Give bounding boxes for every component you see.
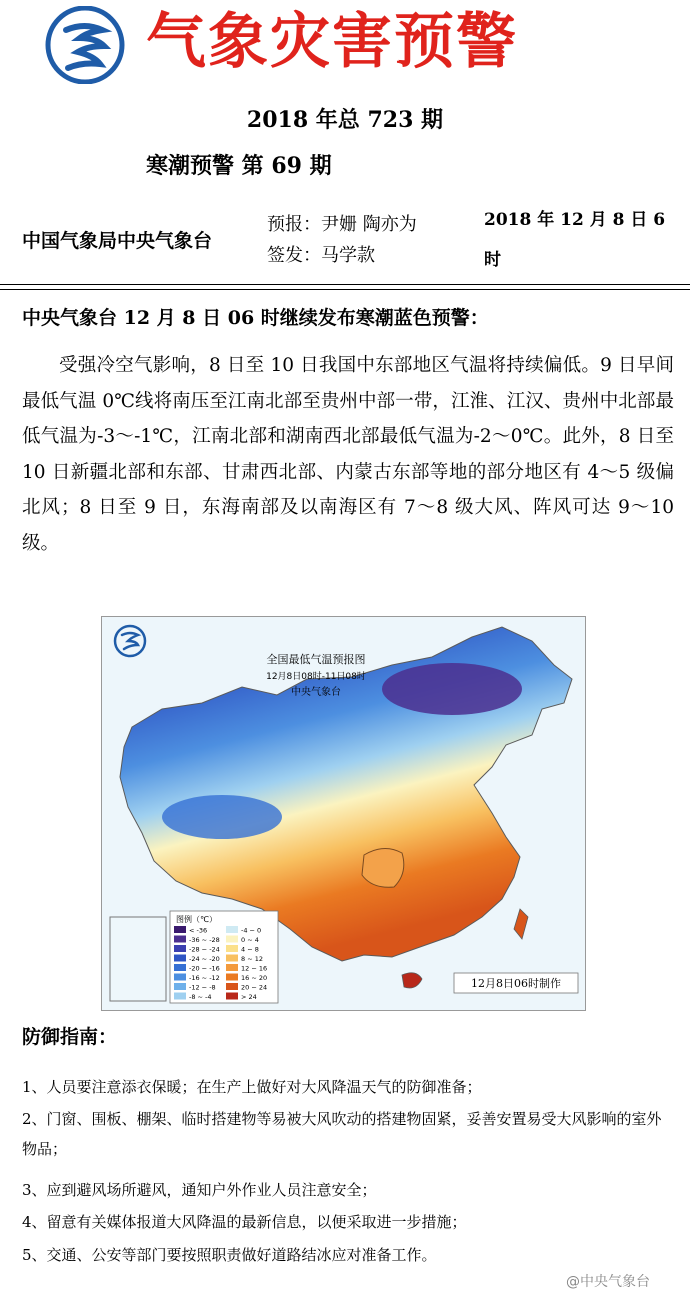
defense-item: 3、应到避风场所避风，通知户外作业人员注意安全； <box>22 1181 377 1199</box>
main-title: 气象灾害预警 <box>146 7 518 77</box>
legend-swatch <box>174 974 186 981</box>
legend-swatch <box>174 955 186 962</box>
cma-logo <box>44 6 126 84</box>
legend-label: 8 ~ 12 <box>241 955 263 963</box>
northern-cold-area <box>382 663 522 715</box>
defense-item: 4、留意有关媒体报道大风降温的最新信息，以便采取进一步措施； <box>22 1213 467 1231</box>
defense-item: 2、门窗、围板、棚架、临时搭建物等易被大风吹动的搭建物固紧，妥善安置易受大风影响的室外物品； <box>22 1110 662 1158</box>
legend-title: 图例（℃） <box>176 915 217 924</box>
legend-label: -12 ~ -8 <box>189 983 216 992</box>
agency-name: 中国气象局中央气象台 <box>22 230 213 252</box>
legend-label: 4 ~ 8 <box>241 945 259 954</box>
map-source: 中央气象台 <box>291 687 341 698</box>
warning-body: 受强冷空气影响，8 日至 10 日我国中东部地区气温将持续偏低。9 日早间最低气温 0℃线将南压至江南北部至贵州中部一带，江淮、江汉、贵州中北部最低气温为-3～-1℃，江南北部和湖南西北部最低气温为-2～0℃。此外，8 日至 10 日新疆北部和东部、甘肃西北部、内蒙古东部等地的部分地区有 4～5 级偏北风；8 日至 9 日，东海南部及以南海区有 7～8 级大风、阵风可达 9～10 级。 <box>22 355 674 554</box>
issue-datetime: 2018 年 12 月 8 日 6 时 <box>484 210 666 270</box>
legend-label: > 24 <box>241 993 257 1001</box>
issue-subtitle: 寒潮预警 第 69 期 <box>146 153 332 179</box>
legend-label: -36 ~ -28 <box>189 936 220 944</box>
legend-swatch <box>174 983 186 990</box>
warning-lead: 中央气象台 12 月 8 日 06 时继续发布寒潮蓝色预警： <box>22 307 489 329</box>
temperature-forecast-map <box>101 616 586 1011</box>
legend-swatch <box>226 926 238 933</box>
legend-label: < -36 <box>189 926 208 935</box>
forecaster-line: 预报：尹姗 陶亦为 <box>267 214 417 235</box>
legend-swatch <box>226 936 238 943</box>
legend-swatch <box>174 945 186 952</box>
legend-label: 20 ~ 24 <box>241 983 268 992</box>
legend-label: 12 ~ 16 <box>241 964 268 973</box>
legend-label: 16 ~ 20 <box>241 974 268 982</box>
legend-label: -24 ~ -20 <box>189 955 220 963</box>
legend-swatch <box>226 955 238 962</box>
legend-swatch <box>226 993 238 1000</box>
issuer-line: 签发：马学款 <box>267 245 375 266</box>
map-stamp: 12月8日06时制作 <box>471 977 561 990</box>
legend-label: -8 ~ -4 <box>189 993 212 1001</box>
legend-swatch <box>226 964 238 971</box>
plateau-cold-area <box>162 795 282 839</box>
map-period: 12月8日08时-11日08时 <box>266 672 366 682</box>
legend-swatch <box>226 945 238 952</box>
legend-swatch <box>174 993 186 1000</box>
legend-label: -4 ~ 0 <box>241 926 262 935</box>
defense-item: 5、交通、公安等部门要按照职责做好道路结冰应对准备工作。 <box>22 1246 437 1264</box>
legend-label: -20 ~ -16 <box>189 964 220 973</box>
legend-label: -28 ~ -24 <box>189 945 220 954</box>
header-divider-top <box>0 284 690 285</box>
legend-label: -16 ~ -12 <box>189 974 220 982</box>
sichuan-basin <box>362 848 404 887</box>
defense-guide-title: 防御指南： <box>22 1026 118 1048</box>
legend-label: 0 ~ 4 <box>241 936 259 944</box>
weibo-watermark: @中央气象台 <box>566 1274 650 1290</box>
legend-swatch <box>226 974 238 981</box>
legend-swatch <box>174 936 186 943</box>
defense-item: 1、人员要注意添衣保暖；在生产上做好对大风降温天气的防御准备； <box>22 1078 482 1096</box>
legend-swatch <box>226 983 238 990</box>
map-title: 全国最低气温预报图 <box>266 653 366 666</box>
legend-swatch <box>174 926 186 933</box>
legend-swatch <box>174 964 186 971</box>
header-divider-bottom <box>0 289 690 290</box>
issue-total: 2018 年总 723 期 <box>246 107 444 133</box>
